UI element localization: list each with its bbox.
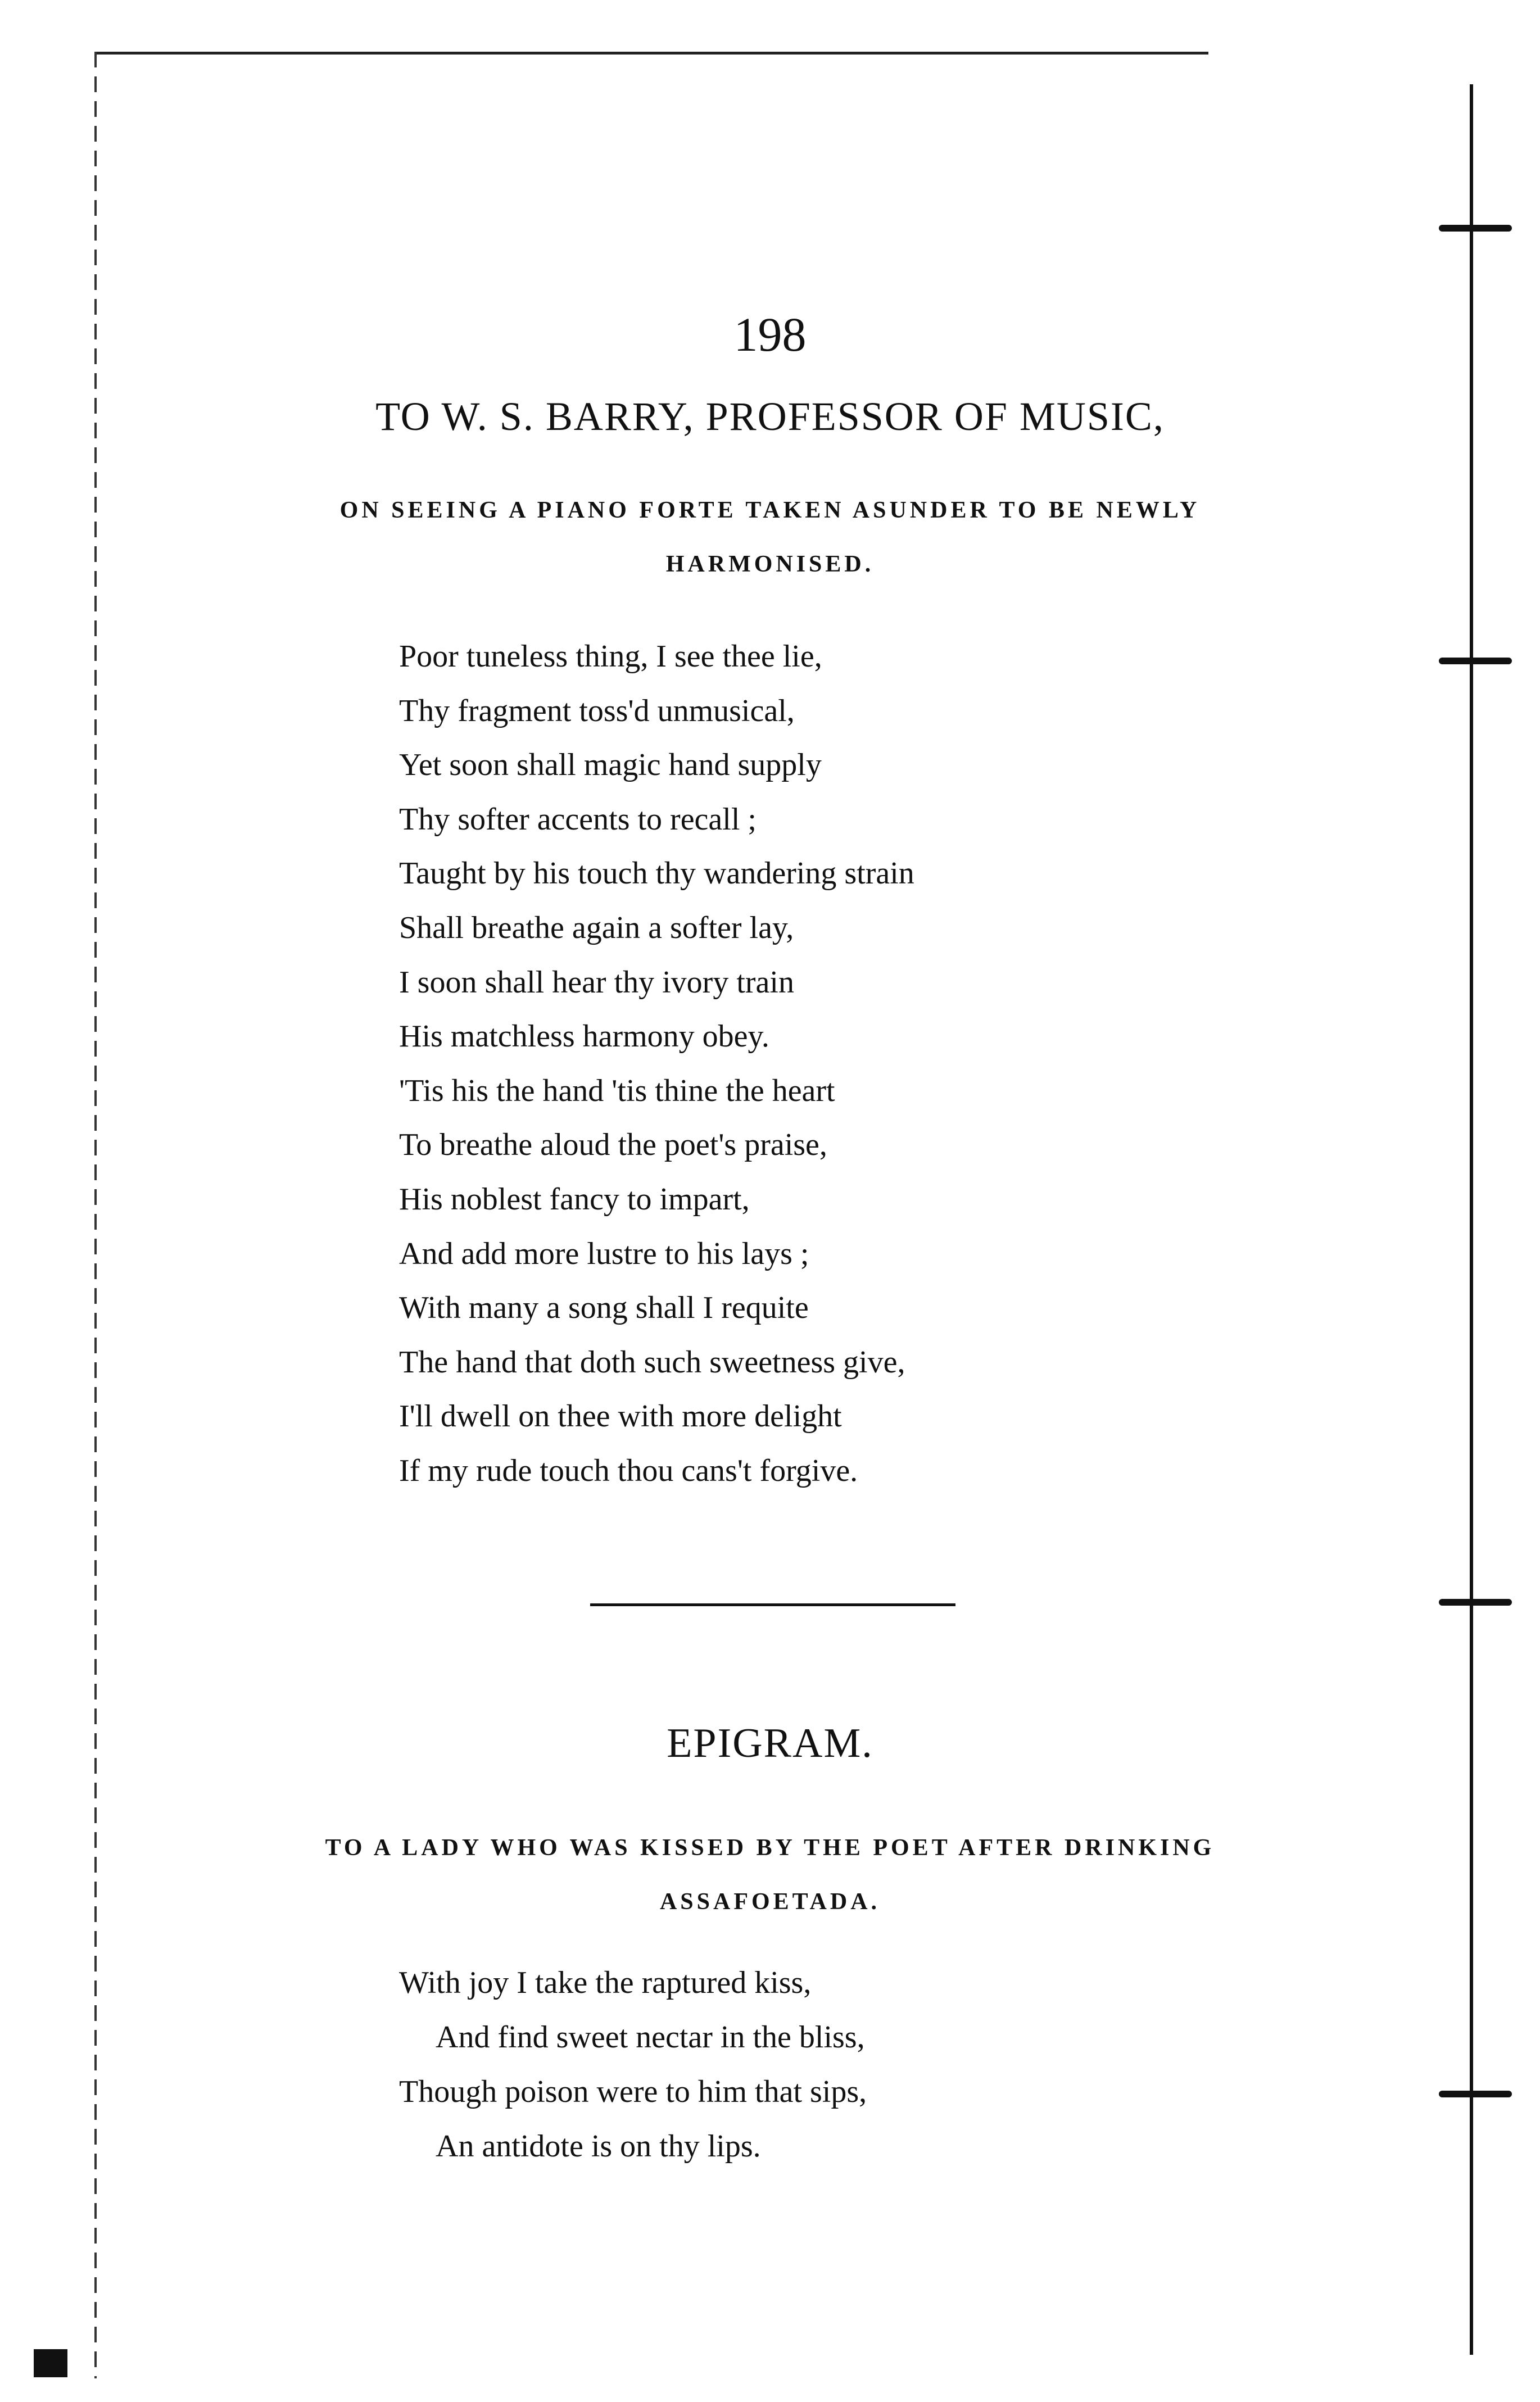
section-divider [590,1603,955,1606]
binding-stitch [1439,225,1512,232]
poem-line: And add more lustre to his lays ; [399,1236,809,1271]
binding-stitch [1439,1599,1512,1606]
poem-title: TO W. S. BARRY, PROFESSOR OF MUSIC, [375,394,1165,439]
poem-line: The hand that doth such sweetness give, [399,1344,905,1380]
poem-line: 'Tis his the hand 'tis thine the heart [399,1073,835,1108]
poem-subtitle-line: HARMONISED. [665,551,875,577]
poem-line: I soon shall hear thy ivory train [399,964,794,1000]
binding-stitch [1439,2091,1512,2097]
binding-stitch [1439,658,1512,664]
epigram-line: Though poison were to him that sips, [399,2074,867,2109]
epigram-body [399,1956,867,2174]
poem-line: Yet soon shall magic hand supply [399,747,822,783]
poem-line: I'll dwell on thee with more delight [399,1399,842,1434]
poem-subtitle-line: ON SEEING A PIANO FORTE TAKEN ASUNDER TO BE NEWLY [339,497,1201,523]
corner-ink-mark [34,2349,67,2377]
epigram-subtitle-line: ASSAFOETADA. [659,1889,881,1915]
poem-subtitle [247,483,1293,591]
poem-line: If my rude touch thou cans't forgive. [399,1453,858,1488]
poem-line: Thy fragment toss'd unmusical, [399,693,795,728]
epigram-line: An antidote is on thy lips. [436,2129,761,2164]
poem-line: With many a song shall I requite [399,1290,809,1326]
poem-line: Poor tuneless thing, I see thee lie, [399,639,822,674]
poem-line: His matchless harmony obey. [399,1019,769,1054]
poem-line: Taught by his touch thy wandering strain [399,856,914,891]
page-border-top [96,52,1208,55]
poem-line: His noblest fancy to impart, [399,1181,750,1217]
poem-line: To breathe aloud the poet's praise, [399,1127,827,1163]
epigram-line: And find sweet nectar in the bliss, [436,2020,865,2055]
epigram-line: With joy I take the raptured kiss, [399,1965,812,2000]
poem-line: Thy softer accents to recall ; [399,801,757,837]
epigram-subtitle [247,1821,1293,1929]
page-number: 198 [733,307,807,361]
poem-body [399,629,914,1498]
epigram-title: EPIGRAM. [667,1720,873,1766]
epigram-subtitle-line: TO A LADY WHO WAS KISSED BY THE POET AFTER DRINKING [325,1835,1215,1861]
poem-line: Shall breathe again a softer lay, [399,910,794,945]
